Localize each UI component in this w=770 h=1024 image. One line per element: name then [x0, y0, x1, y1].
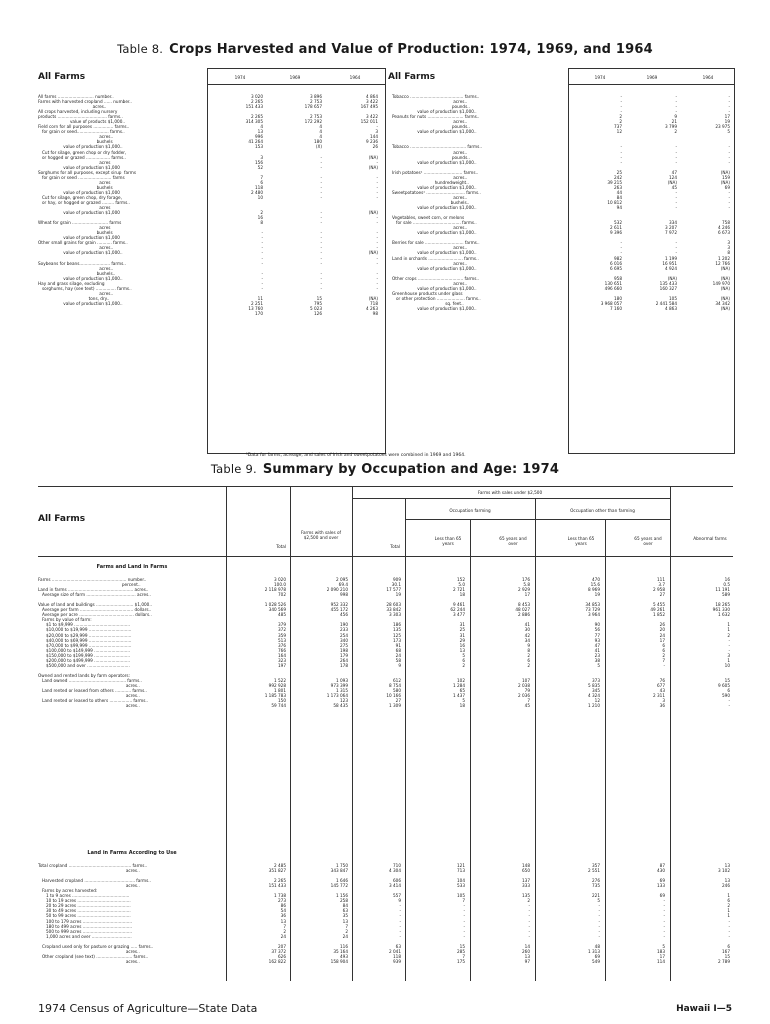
- table9-col-total2-1: 909 30.1 17 577 19 28 603 33 842 3 303 186 135 125 173 91 68 24 58 9 612 8 754 580 10 166 27 1 309: [386, 577, 401, 709]
- table9-section1: Farms and Land in Farms: [96, 564, 168, 570]
- page-footer-number: Hawaii I—5: [676, 1004, 732, 1014]
- table8-left-header: All Farms: [38, 72, 86, 82]
- table8-right-col-1964: - - - - 17 19 23 975 5 - - - - (NA) 159 (NA) 69 - - - - 758 4 246 6 673 3 3 8 1 202 12 766 (NA) (NA) 149 970 (NA) (NA) 34 342 (NA): [712, 94, 730, 311]
- table8-left-col-1964: 4 864 3 422 167 495 3 422 152 011 - 3 144 9 236 26 (NA) - (NA) - - - - - (NA) - - - - - - (NA) - - - - - - (NA) 718 4 263 98: [360, 94, 378, 317]
- table9-head-occ-other: Occupation other than farming: [570, 508, 635, 513]
- table8-right-col-1969: - - - - 9 21 3 799 2 - - - - 47 124 (NA) 45 - - - - 334 3 207 7 972 - - - 1 199 16 951 4 924 (NA) 135 433 160 327 105 2 441 584 4 863: [655, 94, 677, 311]
- table8-left-headrule: [207, 84, 385, 85]
- table9-col-65b-2: 87 430 69 133 69 - - - - - - - - 5 183 17 114: [657, 863, 665, 964]
- table9-vline-2: [290, 486, 291, 981]
- table9-head-rule: [38, 556, 733, 557]
- table8-right-header: All Farms: [388, 72, 436, 82]
- table9-col-sales-1: 2 095 69.4 2 090 210 998 952 332 455 172 456 190 233 254 340 275 198 179 264 178 1 093 973 399 1 315 1 173 064 123 58 435: [326, 577, 348, 709]
- table8-left-year-1964: 1964: [349, 75, 361, 80]
- table8-left-stub: All farms ........................... number.. Farms with harvested cropland ...... number.. acres.. All crops harvested, including nursery products ..................................... farms.. value of products $1,000.. Field corn for all purposes ............... farms.. for grain or seed........................ farms.. acres.. bushels value of production $1,000.. Cut for silage, green chop or dry fodder, or hogged or grazed .................. farms.. acres value of production $1,000 Sorghums for all purposes, except sirup farms for grain or seed ......................... farms acres bushels value of production $1,000 Cut for silage, green chop, dry forage, or hay, or hogged or grazed ......... farms.. acres value of production $1,000 Wheat for grain ........................... farms acres bushels value of production $1,000 Other small grains for grain ........... farms.. acres.. value of production $1,000.. Soybeans for beans....................... farms.. acres.. bushels.. value of production $1,000.. Hay and grass silage, excluding sorghums, hay (see text) ............... farms.. acres.. tons, dry.. value of production $1,000..: [38, 94, 137, 306]
- table9-vline-7: [605, 519, 606, 981]
- table9-col-total-1: 3 020 100.0 2 118 978 702 1 028 526 340 569 485 379 372 359 513 376 766 164 323 197 1 522 992 928 1 801 1 185 783 150 59 744: [264, 577, 286, 709]
- table9-head-occ-farming: Occupation farming: [449, 508, 491, 513]
- table9-vline-4: [405, 498, 406, 981]
- table9-group-rule: [352, 498, 670, 499]
- table9-col-abnormal-1: 16 0.5 11 191 589 18 265 961 330 1 632 1 1 2 - - - 3 1 10 15 9 605 6 590 - -: [712, 577, 730, 709]
- table9-head-65b: 65 years and over: [634, 536, 662, 546]
- table8-label: Table 8.: [117, 42, 164, 56]
- table9-col-65a-2: 148 650 137 333 135 2 - - - - - - - 14 260 13 97: [522, 863, 530, 964]
- table9-col-65b-1: 111 3.7 2 958 27 5 455 49 261 1 852 26 20 24 17 6 6 2 7 - 76 677 43 2 311 3 36: [650, 577, 665, 709]
- table8-right-year-1969: 1969: [646, 75, 658, 80]
- table8-right-stub: Tobacco ........................................ farms.. acres.. pounds.. value of production $1,000.. Peanuts for nuts ........................... farms.. acres.. pounds.. value of production $1,000.. Tobacco .......................................... farms.. acres.. pounds.. value of production $1,000.. Irish potatoes¹ ............................. farms.. acres.. hundredweight.. value of production $1,000.. Sweetpotatoes¹ ............................. farms.. acres.. bushels.. value of production $1,000.. Vegetables, sweet corn, or melons for sale .................................... farms.. acres.. value of production $1,000.. Berries for sale ............................. farms.. acres.. value of production $1,000.. Land in orchards .......................... farms.. acres.. value of production $1,000.. Other crops .................................. farms.. acres.. value of production $1,000.. Greenhouse products under glass or other protection ..................... farms.. sq. feet.. value of production $1,000..: [392, 94, 482, 311]
- table9-head-abnormal: Abnormal farms: [693, 536, 727, 541]
- table9-vline-3: [352, 486, 353, 981]
- table9-title: [0, 462, 770, 477]
- table9-top-rule: [38, 486, 733, 487]
- table9-col-65a-1: 176 5.8 2 929 17 8 453 48 027 2 886 41 30 42 34 9 8 2 6 2 107 2 038 79 2 036 7 45: [515, 577, 530, 709]
- table9-col-sales-2: 1 750 343 847 1 646 145 772 1 156 258 84 63 35 13 7 2 24 116 35 164 493 158 904: [330, 863, 348, 964]
- table8-title-text: Crops Harvested and Value of Production: 1974, 1969, and 1964: [169, 42, 653, 57]
- table9-head-group: Farms with sales under $2,500: [477, 490, 543, 495]
- table8-right-col-1974: - - - - 2 2 737 12 - - - - 25 242 39 215 263 44 84 10 812 94 532 2 611 9 396 - - - 982 6 016 6 695 958 130 651 496 660 180 3 968 057 7 160: [600, 94, 622, 311]
- table9-left-header: All Farms: [38, 514, 86, 524]
- table9-label: Table 9.: [210, 462, 257, 476]
- table9-col-total2-2: 710 4 304 606 3 414 557 9 - - - - - - - 63 2 041 118 939: [389, 863, 401, 964]
- table9-col-total-2: 2 485 351 827 2 265 151 433 1 738 273 86 54 36 13 7 2 24 207 37 372 626 162 822: [268, 863, 286, 964]
- table9-head-65a: 65 years and over: [499, 536, 527, 546]
- table8-right-headrule: [568, 84, 734, 85]
- table9-col-lt65a-2: 121 713 104 533 105 7 - - - - - - - 15 285 7 175: [457, 863, 465, 964]
- table9-head-lt65b: Less than 65 years: [567, 536, 595, 546]
- table9-stub-1: Farms ........................................................ number.. percent.. Land in farms ................................................. acres.. Average size of farm ..................................... acres.. Value of land and buildings ............................ $1,000.. Average per farm ........................................ dollars.. Average per acre ......................................... dollars.. Farms by value of farm: $1 to $9,999 .......................................... $10,000 to $19,999 ................................ $20,000 to $29,999 ................................ $40,000 to $69,999 ................................ $70,000 to $99,999 ................................ $100,000 to $149,999 ........................... $150,000 to $199,999 ........................... $200,000 to $499,999 ........................... $500,000 and over ................................ Owned and rented lands by farm operators: Land owned ........................................... farms.. acres.. Land rented or leased from others ............ farms.. acres.. Land rented or leased to others ................. farms.. acres..: [38, 577, 152, 709]
- table8-title: [0, 42, 770, 57]
- table8-left-year-1974: 1974: [234, 75, 246, 80]
- table8-left-col-1969: 3 896 2 753 178 657 2 753 172 292 4 4 4 180 (X) - - - - - - - - - - - - - - - - - - - - - - 15 795 5 023 126: [304, 94, 322, 317]
- table9-head-lt65a: Less than 65 years: [434, 536, 462, 546]
- table9-title-text: Summary by Occupation and Age: 1974: [262, 462, 560, 477]
- table9-col-lt65b-1: 470 15.6 8 969 19 34 853 73 729 3 964 90 56 77 93 47 41 23 38 5 373 5 835 345 4 324 12 1 210: [585, 577, 600, 709]
- table9-section2: Land in Farms According to Use: [87, 850, 177, 856]
- table9-head-total2: Total: [390, 544, 400, 549]
- table9-head-total: Total: [276, 544, 286, 549]
- table8-right-year-1974: 1974: [594, 75, 606, 80]
- table9-stub-2: Total cropland ............................................... farms.. acres.. Harvested cropland ...................................... farms.. acres.. Farms by acres harvested: 1 to 9 acres ........................................... 10 to 19 acres ........................................ 20 to 29 acres ........................................ 30 to 49 acres ........................................ 50 to 99 acres ........................................ 100 to 179 acres ..................................... 180 to 499 acres ..................................... 500 to 999 acres ..................................... 1,000 acres and over .............................. Cropland used only for pasture or grazing ..... farms.. acres.. Other cropland (see text) ........................... farms.. acres..: [38, 863, 154, 964]
- table9-col-lt65a-1: 152 5.0 2 721 18 9 461 62 244 3 477 31 25 31 29 16 13 5 6 2 102 1 284 65 1 437 5 18: [450, 577, 465, 709]
- table9-col-abnormal-2: 13 3 102 13 246 1 6 2 1 1 - - - - 6 167 15 2 789: [718, 863, 730, 964]
- table8-right-year-1964: 1964: [702, 75, 714, 80]
- table9-vline-5: [470, 519, 471, 981]
- table9-occ-rule: [405, 519, 670, 520]
- table8-footnote: ¹Data for farms, acreage, and sales of Irish and sweetpotatoes were combined in 1969 and 1964.: [246, 453, 466, 458]
- page-footer-source: 1974 Census of Agriculture—State Data: [38, 1002, 258, 1015]
- table9-vline-1: [226, 486, 227, 981]
- table9-head-sales: Farms with sales of $2,500 and over: [300, 530, 342, 540]
- table9-col-lt65b-2: 357 2 551 276 735 221 5 - - - - - - - 48 1 313 69 549: [588, 863, 600, 964]
- table8-left-year-1969: 1969: [289, 75, 301, 80]
- table8-left-col-1974: 3 020 2 265 151 433 2 265 314 305 4 13 996 41 264 153 3 156 52 7 6 118 2 480 10 2 16 8 - - - - - - - - - - - 11 2 251 13 760 170: [245, 94, 263, 317]
- table9-vline-6: [535, 498, 536, 981]
- table9-vline-8: [670, 486, 671, 981]
